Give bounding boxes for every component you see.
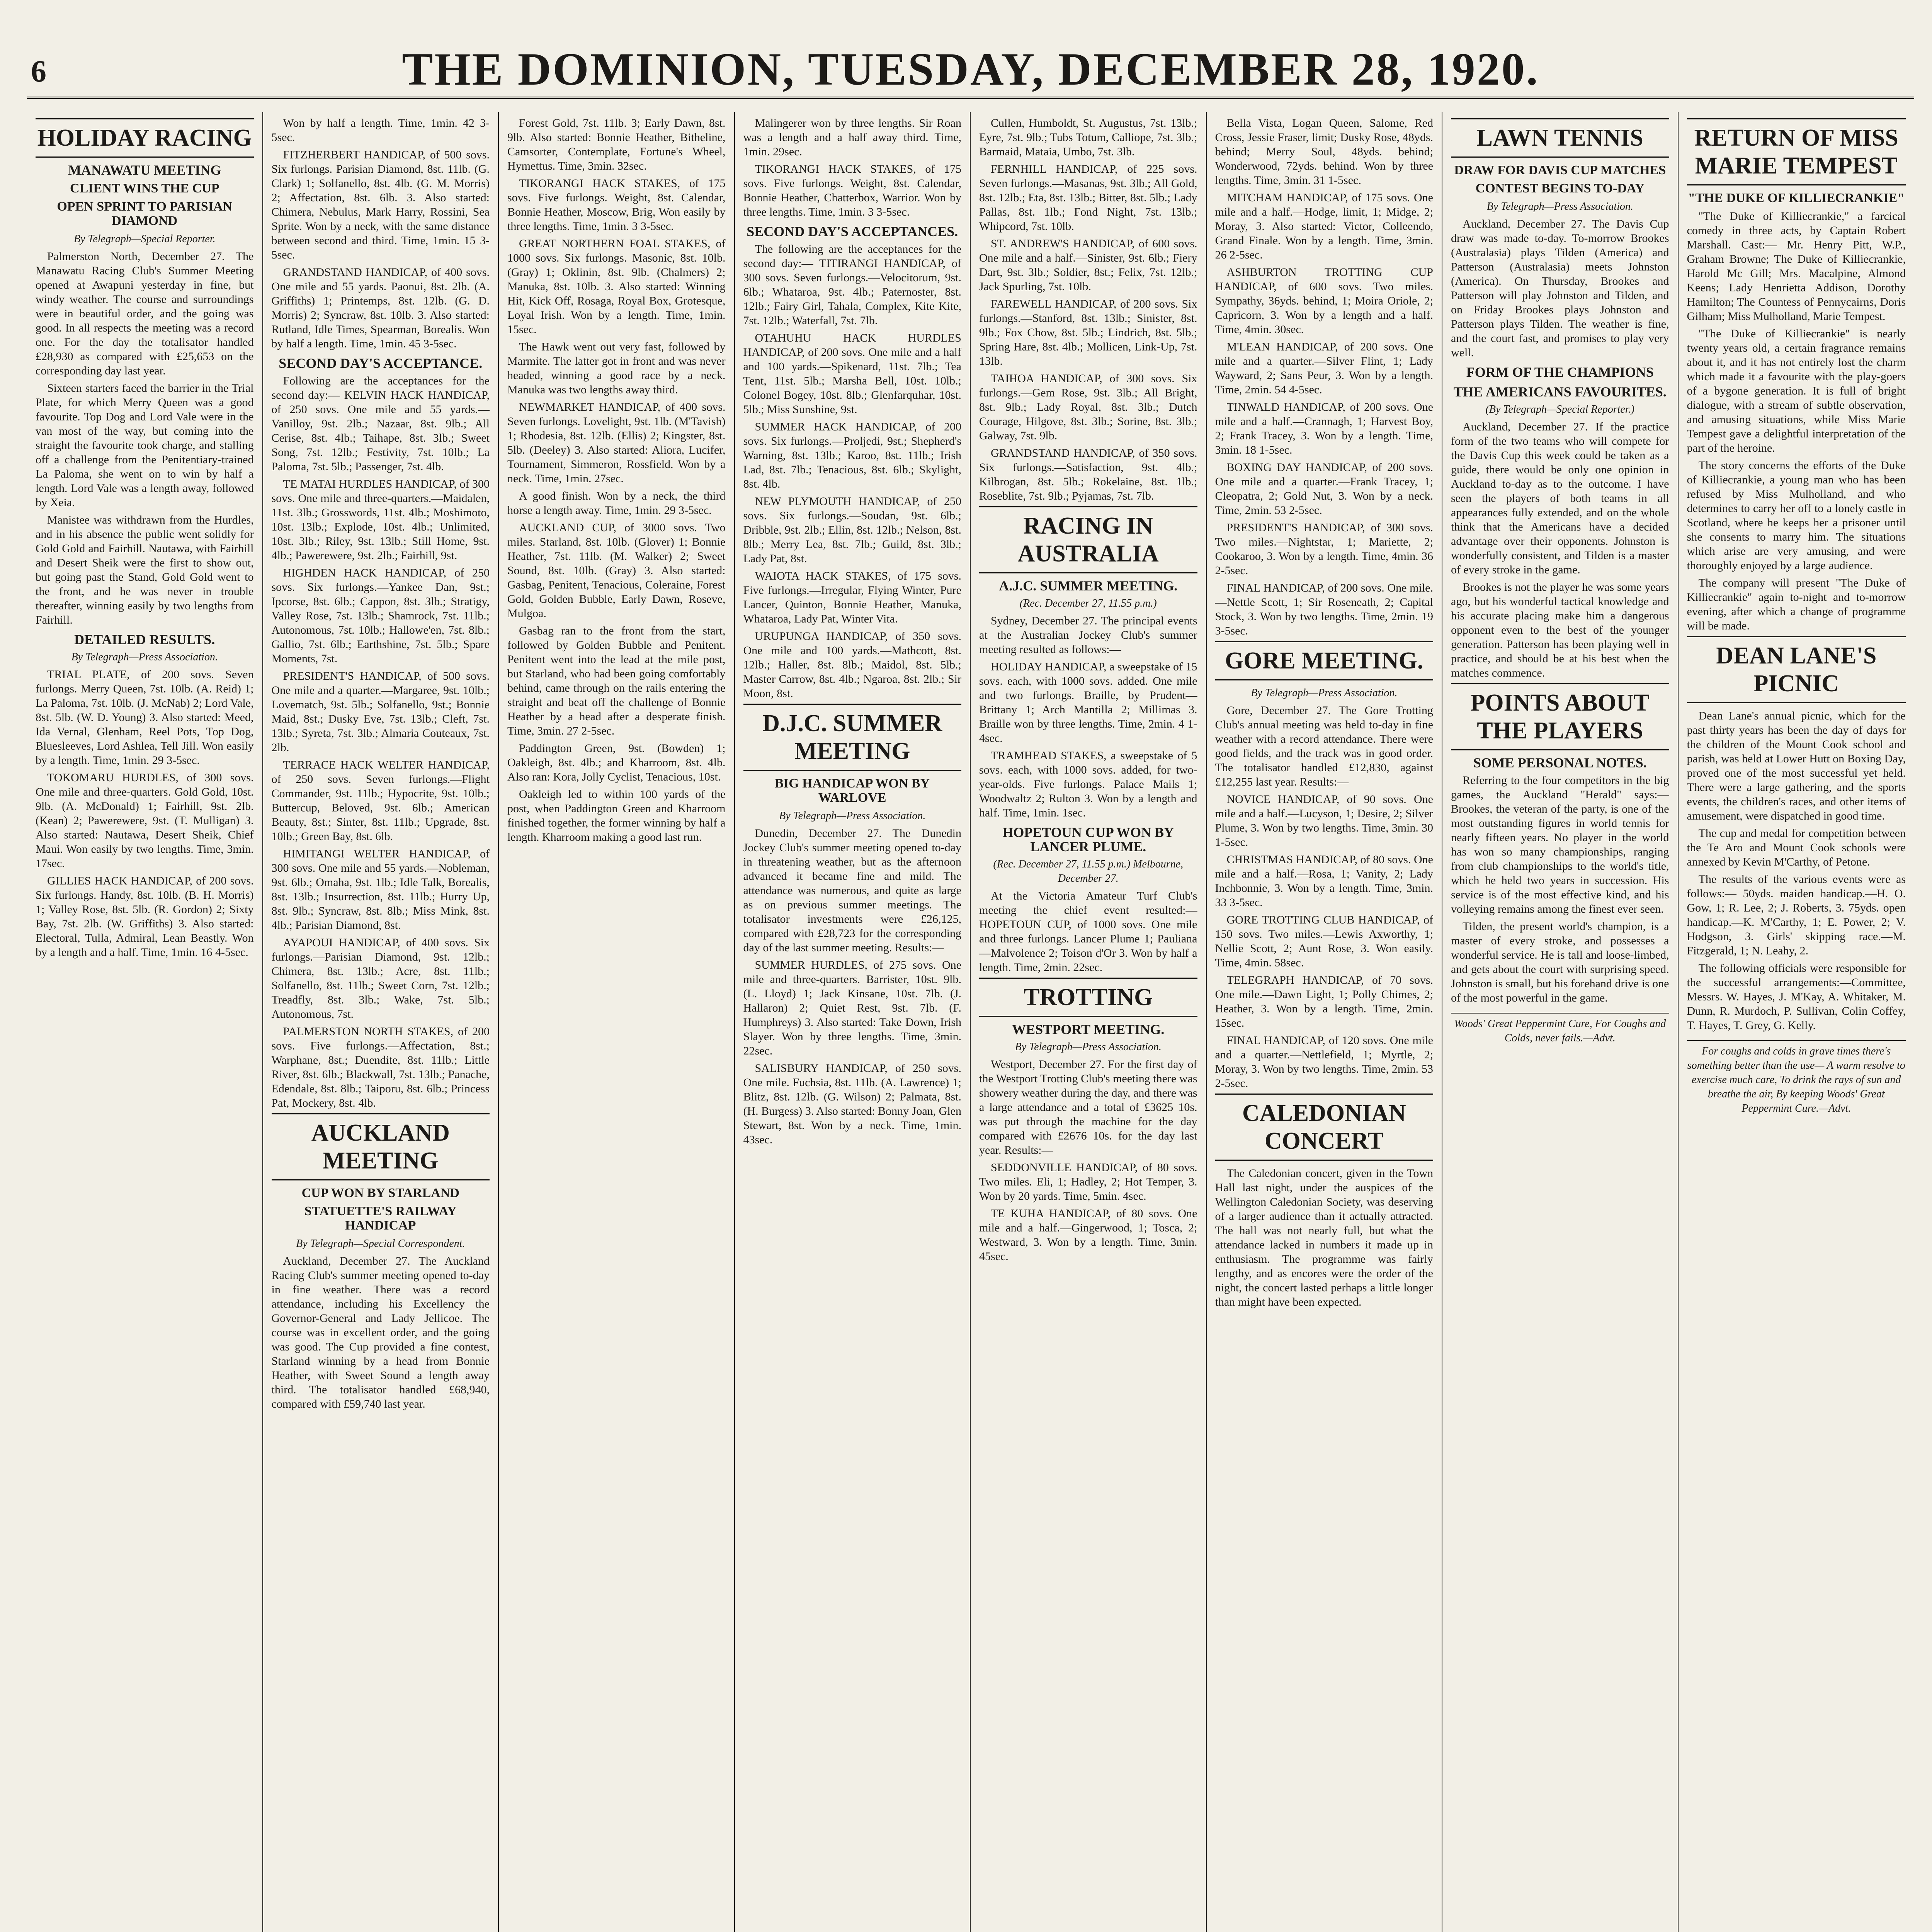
- headline: RETURN OF MISS MARIE TEMPEST: [1687, 118, 1906, 185]
- article-paragraph: Forest Gold, 7st. 11lb. 3; Early Dawn, 8st. 9lb. Also started: Bonnie Heather, Bitheline, Camsorter, Contemplate, Fortune's Wheel, Hymettus. Time, 3min. 32sec.: [507, 117, 726, 172]
- deck: "THE DUKE OF KILLIECRANKIE": [1688, 191, 1905, 205]
- column-3: [499, 112, 735, 1932]
- headline: RACING IN AUSTRALIA: [979, 506, 1197, 573]
- subhead: MANAWATU MEETING: [68, 162, 221, 178]
- headline: POINTS ABOUT THE PLAYERS: [1451, 683, 1669, 750]
- article-paragraph: TRIAL PLATE, of 200 sovs. Seven furlongs. Merry Queen, 7st. 10lb. (A. Reid) 1; La Paloma, 7st. 10lb. (J. McNab) 2; Lord Vale, 8st. 5lb. (W. D. Young) 3. Also started: Meed, Ida Vernal, Glenham, Reel Pots, Top Dog, Bluesleeves, Lord Ashlea, Tell Jill. Won easily by a length. Time, 1min. 29 3-5sec.: [36, 668, 254, 767]
- article-paragraph: Referring to the four competitors in the big games, the Auckland "Herald" says:—Brookes, the veteran of the party, is one of the most outstanding figures in world tennis for nearly fifteen years. No player in the world has won so many championships, ranging from club championships to the world's title, which he held two years in succession. His service is of the most effective kind, and his volleying remains among the finest ever seen.: [1451, 774, 1669, 915]
- headline: CALEDONIAN CONCERT: [1215, 1094, 1434, 1161]
- article-paragraph: SEDDONVILLE HANDICAP, of 80 sovs. Two miles. Eli, 1; Hadley, 2; Hot Temper, 3. Won by 20 yards. Time, 5min. 4sec.: [979, 1161, 1197, 1202]
- article-paragraph: Oakleigh led to within 100 yards of the post, when Paddington Green and Kharroom finished together, the former winning by half a length. Kharroom making a good last run.: [507, 788, 726, 844]
- article-paragraph: TE KUHA HANDICAP, of 80 sovs. One mile and a half.—Gingerwood, 1; Tosca, 2; Westward, 3. Won by a length. Time, 3min. 45sec.: [979, 1207, 1197, 1263]
- article-paragraph: Bella Vista, Logan Queen, Salome, Red Cross, Jessie Fraser, limit; Dusky Rose, 48yds. behind; Merry Soul, 48yds. behind; Wonderwood, 72yds. behind. Won by three lengths. Time, 3min. 31 1-5sec.: [1215, 117, 1433, 187]
- article-paragraph: GILLIES HACK HANDICAP, of 200 sovs. Six furlongs. Handy, 8st. 10lb. (B. H. Morris) 1; Valley Rose, 8st. 5lb. (R. Gordon) 2; Sixty Bay, 7st. 2lb. (W. Griffiths) 3. Also started: Electoral, Tulla, Admiral, Lean Beastly. Won by a length and a half. Time, 1min. 16 4-5sec.: [36, 874, 254, 959]
- article-paragraph: At the Victoria Amateur Turf Club's meeting the chief event resulted:— HOPETOUN CUP, of 1000 sovs. One mile and three furlongs. Lancer Plume 1; Pauliana—Malvolence 2; Toison d'Or 3. Won by half a length. Time, 2min. 22sec.: [979, 889, 1197, 974]
- byline: (Rec. December 27, 11.55 p.m.): [1019, 597, 1157, 609]
- article-paragraph: GREAT NORTHERN FOAL STAKES, of 1000 sovs. Six furlongs. Masonic, 8st. 10lb. (Gray) 1; Oklinin, 8st. 9lb. (Chalmers) 2; Manuka, 8st. 10lb. 3. Also started: Winning Hit, Kick Off, Rosaga, Royal Box, Grotesque, Loyal Irish. Won by a length. Time, 1min. 15sec.: [507, 237, 726, 336]
- deck: CONTEST BEGINS TO-DAY: [1475, 181, 1645, 196]
- article-paragraph: Auckland, December 27. If the practice form of the two teams who will compete for the Davis Cup this week could be taken as a guide, there would be only one opinion in Auckland to-day as to the outcome. I have seen the players of both teams in all appearances fully extended, and on the whole think that the Americans have a decided advantage over their opponents. Johnston is wonderfully consistent, and Tilden is a master of every stroke in the game.: [1451, 420, 1669, 576]
- article-paragraph: "The Duke of Killiecrankie" is nearly twenty years old, a certain fragrance remains about it, and it has not entirely lost the charm which made it a favourite with the play-goers of a bygone generation. It is full of bright dialogue, with a stream of subtle observation, and amusing situations, while Miss Marie Tempest gave a delightful interpretation of the part of the heroine.: [1687, 327, 1906, 454]
- deck: STATUETTE'S RAILWAY HANDICAP: [304, 1204, 457, 1233]
- deck: OPEN SPRINT TO PARISIAN DIAMOND: [57, 199, 233, 228]
- column-7: [1442, 112, 1679, 1932]
- article-paragraph: GRANDSTAND HANDICAP, of 400 sovs. One mile and 55 yards. Paonui, 8st. 2lb. (A. Griffiths) 1; Printemps, 8st. 12lb. (G. D. Morris) 2; Syncraw, 8st. 10lb. 3. Also started: Rutland, Idle Times, Spearman, Borealis. Won by half a length. Time, 1min. 45 3-5sec.: [271, 266, 490, 350]
- byline: (Rec. December 27, 11.55 p.m.) Melbourne, December 27.: [993, 858, 1184, 884]
- article-paragraph: FINAL HANDICAP, of 120 sovs. One mile and a quarter.—Nettlefield, 1; Myrtle, 2; Moray, 3. Won by two lengths. Time, 2min. 53 2-5sec.: [1215, 1034, 1433, 1090]
- article-paragraph: FERNHILL HANDICAP, of 225 sovs. Seven furlongs.—Masanas, 9st. 3lb.; All Gold, 8st. 12lb.; Eta, 8st. 13lb.; Bitter, 8st. 5lb.; Lady Pallas, 8st. 1lb.; Fond Night, 7st. 13lb.; Whipcord, 7st. 10lb.: [979, 163, 1197, 233]
- article-paragraph: The cup and medal for competition between the Te Aro and Mount Cook schools were annexed by Kevin M'Carthy, of Petone.: [1687, 827, 1906, 868]
- subhead: SECOND DAY'S ACCEPTANCE.: [279, 355, 483, 371]
- article-paragraph: TAIHOA HANDICAP, of 300 sovs. Six furlongs.—Gem Rose, 9st. 3lb.; All Bright, 8st. 9lb.; Lady Royal, 8st. 3lb.; Dutch Courage, Hilgove, 8st. 3lb.; Sorine, 8st. 3lb.; Galway, 7st. 9lb.: [979, 372, 1197, 442]
- article-paragraph: SUMMER HURDLES, of 275 sovs. One mile and three-quarters. Barrister, 10st. 9lb. (L. Lloyd) 1; Jack Kinsane, 10st. 7lb. (J. Hallaron) 2; Quiet Rest, 9st. 7lb. (F. Humphreys) 3. Also started: Take Down, Irish Slayer. Won by three lengths. Time, 3min. 22sec.: [743, 959, 961, 1057]
- article-paragraph: NOVICE HANDICAP, of 90 sovs. One mile and a half.—Lucyson, 1; Desire, 2; Silver Plume, 3. Won by two lengths. Time, 3min. 30 1-5sec.: [1215, 793, 1433, 849]
- headline: DEAN LANE'S PICNIC: [1687, 636, 1906, 703]
- column-4: [735, 112, 971, 1932]
- masthead: [27, 23, 1914, 99]
- article-paragraph: AYAPOUI HANDICAP, of 400 sovs. Six furlongs.—Parisian Diamond, 9st. 12lb.; Chimera, 8st. 13lb.; Acre, 8st. 11lb.; Solfanello, 8st. 11lb.; Sweet Corn, 7st. 12lb.; Treadfly, 8st. 3lb.; Wake, 7st. 5lb.; Autonomous, 7st.: [271, 936, 490, 1020]
- article-paragraph: FINAL HANDICAP, of 200 sovs. One mile.—Nettle Scott, 1; Sir Roseneath, 2; Capital Stock, 3. Won by two lengths. Time, 2min. 19 3-5sec.: [1215, 582, 1433, 637]
- column-2: [263, 112, 499, 1932]
- article-paragraph: ST. ANDREW'S HANDICAP, of 600 sovs. One mile and a half.—Sinister, 9st. 6lb.; Fiery Dart, 9st. 3lb.; Soldier, 8st.; Felix, 7st. 12lb.; Jack Spurling, 7st. 10lb.: [979, 237, 1197, 293]
- article-paragraph: Auckland, December 27. The Auckland Racing Club's summer meeting opened to-day in fine weather. There was a record attendance, including his Excellency the Governor-General and Lady Jellicoe. The course was in excellent order, and the going was good. The Cup provided a fine contest, Starland winning by a head from Bonnie Heather, with Sweet Sound a length away third. The totalisator handled £68,940, compared with £59,740 last year.: [271, 1255, 490, 1410]
- article-paragraph: TERRACE HACK WELTER HANDICAP, of 250 sovs. Seven furlongs.—Flight Commander, 9st. 11lb.; Hypocrite, 9st. 10lb.; Buttercup, Beloved, 9st. 6lb.; American Beauty, 8st.; Sinter, 8st. 11lb.; Upgrade, 8st. 10lb.; Green Bay, 8st. 6lb.: [271, 759, 490, 843]
- article-paragraph: FITZHERBERT HANDICAP, of 500 sovs. Six furlongs. Parisian Diamond, 8st. 11lb. (G. Clark) 1; Solfanello, 8st. 4lb. (G. M. Morris) 2; Affectation, 8st. 6lb. 3. Also started: Chimera, Nebulus, Mark Harry, Rossini, Sea Sprite. Won by a neck, with the same distance between second and third. Time, 1min. 15 3-5sec.: [271, 148, 490, 261]
- article-paragraph: "The Duke of Killiecrankie," a farcical comedy in three acts, by Captain Robert Marshall. Cast:— Mr. Henry Pitt, W.P., Graham Browne; The Duke of Killiecrankie, Harold Mc Gill; Mrs. Macalpine, Almond Keens; Lady Henrietta Addison, Dorothy Hamilton; The Countess of Pennycairns, Doris Gilham; Miss Mulholland, Marie Tempest.: [1687, 210, 1906, 323]
- paper-title: THE DOMINION, TUESDAY, DECEMBER 28, 1920.: [402, 43, 1539, 95]
- article-paragraph: The following officials were responsible for the successful arrangements:—Committee, Messrs. W. Hayes, J. M'Kay, A. Whitaker, M. Dunn, R. Murdoch, P. Sullivan, Colin Coffey, T. Hayes, T. Grey, G. Kelly.: [1687, 962, 1906, 1032]
- article-paragraph: NEWMARKET HANDICAP, of 400 sovs. Seven furlongs. Lovelight, 9st. 1lb. (M'Tavish) 1; Rhodesia, 8st. 12lb. (Ellis) 2; Kingster, 8st. 5lb. (Deeley) 3. Also started: Aliora, Lucifer, Tournament, Simmeron, Rossfield. Won by a neck. Time, 1min. 27sec.: [507, 401, 726, 485]
- byline: By Telegraph—Press Association.: [1251, 687, 1398, 699]
- subhead: HOPETOUN CUP WON BY LANCER PLUME.: [1002, 825, 1174, 854]
- article-paragraph: Tilden, the present world's champion, is a master of every stroke, and possesses a wonderful service. He is tall and loose-limbed, and gets about the court with surprising speed. Johnston is small, but his forehand drive is one of the most powerful in the game.: [1451, 920, 1669, 1004]
- headline: GORE MEETING.: [1215, 641, 1434, 680]
- article-paragraph: URUPUNGA HANDICAP, of 350 sovs. One mile and 100 yards.—Mathcott, 8st. 12lb.; Haller, 8st. 8lb.; Maidol, 8st. 5lb.; Master Carrow, 8st. 4lb.; Ngaroa, 8st. 2lb.; Sir Moon, 8st.: [743, 630, 961, 700]
- ad: Woods' Great Peppermint Cure, For Coughs and Colds, never fails.—Advt.: [1451, 1013, 1669, 1045]
- article-paragraph: TINWALD HANDICAP, of 200 sovs. One mile and a half.—Crannagh, 1; Harvest Boy, 2; Frank Tracey, 3. Won by a length. Time, 3min. 18 1-5sec.: [1215, 401, 1433, 456]
- article-paragraph: The Hawk went out very fast, followed by Marmite. The latter got in front and was never headed, winning a good race by a neck. Manuka was two lengths away third.: [507, 340, 726, 396]
- subhead: SOME PERSONAL NOTES.: [1473, 755, 1647, 770]
- article-paragraph: Brookes is not the player he was some years ago, but his wonderful tactical knowledge and his accurate placing make him a dangerous opponent even to the best of the younger generation. Patterson has been playing well in practice, and should be at his best when the matches commence.: [1451, 581, 1669, 679]
- article-paragraph: A good finish. Won by a neck, the third horse a length away. Time, 1min. 29 3-5sec.: [507, 490, 726, 517]
- article-paragraph: The company will present "The Duke of Killiecrankie" again to-night and to-morrow evening, after which a change of programme will be made.: [1687, 577, 1906, 632]
- article-paragraph: TIKORANGI HACK STAKES, of 175 sovs. Five furlongs. Weight, 8st. Calendar, Bonnie Heather, Moscow, Brig, Won easily by three lengths. Time, 1min. 3 3-5sec.: [507, 177, 726, 233]
- article-paragraph: HOLIDAY HANDICAP, a sweepstake of 15 sovs. each, with 1000 sovs. added. One mile and two furlongs. Braille, by Prudent—Brittany 1; Arch Mantilla 2; Millimas 3. Braille won by three lengths. Time, 2min. 4 1-4sec.: [979, 660, 1197, 745]
- article-paragraph: Westport, December 27. For the first day of the Westport Trotting Club's meeting there was showery weather during the day, and there was a large attendance and a total of £3625 10s. was put through the machine for the day compared with £2676 10s. for the day last year. Results:—: [979, 1058, 1197, 1156]
- article-paragraph: PRESIDENT'S HANDICAP, of 500 sovs. One mile and a quarter.—Margaree, 9st. 10lb.; Lovematch, 9st. 5lb.; Solfanello, 9st.; Bonnie Maid, 8st.; Dusky Eve, 7st. 13lb.; Cleft, 7st. 13lb.; Syreta, 7st. 3lb.; Almaria Couteaux, 7st. 2lb.: [271, 670, 490, 754]
- article-paragraph: Malingerer won by three lengths. Sir Roan was a length and a half away third. Time, 1min. 29sec.: [743, 117, 961, 158]
- article-paragraph: SUMMER HACK HANDICAP, of 200 sovs. Six furlongs.—Proljedi, 9st.; Shepherd's Warning, 8st. 13lb.; Karoo, 8st. 11lb.; Irish Lad, 8st. 7lb.; Tenacious, 8st. 6lb.; Skylight, 8st. 4lb.: [743, 420, 961, 490]
- article-paragraph: The story concerns the efforts of the Duke of Killiecrankie, a young man who has been refused by Miss Mulholland, and who determines to carry her off to a lonely castle in Scotland, where he keeps her a prisoner until she consents to marry him. The situations which arise are very amusing, and were thoroughly enjoyed by a large audience.: [1687, 459, 1906, 572]
- headline: HOLIDAY RACING: [36, 118, 254, 158]
- article-paragraph: PALMERSTON NORTH STAKES, of 200 sovs. Five furlongs.—Affectation, 8st.; Warphane, 8st.; Duendite, 8st. 11lb.; Little River, 8st. 6lb.; Blackwall, 7st. 13lb.; Panache, Edendale, 8st. 8lb.; Taiporu, 8st. 6lb.; Princess Pat, Mockery, 8st. 4lb.: [271, 1025, 490, 1109]
- article-paragraph: TIKORANGI HACK STAKES, of 175 sovs. Five furlongs. Weight, 8st. Calendar, Bonnie Heather, Chatterbox, Warrior. Won by three lengths. Time, 1min. 3 3-5sec.: [743, 163, 961, 218]
- article-paragraph: ASHBURTON TROTTING CUP HANDICAP, of 600 sovs. Two miles. Sympathy, 36yds. behind, 1; Moira Oriole, 2; Capricorn, 3. Won by a length and a half. Time, 4min. 30sec.: [1215, 266, 1433, 336]
- article-paragraph: The Caledonian concert, given in the Town Hall last night, under the auspices of the Wellington Caledonian Society, was deserving of a larger audience than it actually attracted. The hall was not nearly full, but what the attendance lacked in numbers it made up in enthusiasm. The programme was fairly lengthy, and as encores were the order of the night, the concert lasted perhaps a little longer than might have been expected.: [1215, 1167, 1433, 1308]
- ad: For coughs and colds in grave times there's something better than the use— A warm resolve to exercise much care, To drink the rays of sun and breathe the air, By keeping Woods' Great Peppermint Cure.—Advt.: [1687, 1040, 1906, 1116]
- column-5: [971, 112, 1207, 1932]
- byline: (By Telegraph—Special Reporter.): [1485, 403, 1634, 415]
- byline: By Telegraph—Press Association.: [779, 810, 926, 822]
- headline: TROTTING: [979, 978, 1197, 1017]
- byline: By Telegraph—Press Association.: [1015, 1041, 1162, 1053]
- article-paragraph: AUCKLAND CUP, of 3000 sovs. Two miles. Starland, 8st. 10lb. (Glover) 1; Bonnie Heather, 7st. 11lb. (M. Walker) 2; Sweet Sound, 8st. 10lb. (Gray) 3. Also started: Gasbag, Penitent, Tenacious, Coleraine, Forest Gold, Golden Bubble, Early Dawn, Roseve, Mulgoa.: [507, 521, 726, 620]
- subhead: WESTPORT MEETING.: [1012, 1022, 1165, 1037]
- article-paragraph: Palmerston North, December 27. The Manawatu Racing Club's Summer Meeting opened at Awapuni yesterday in fine, but windy weather. The course and surroundings were in beautiful order, and the going was good. In all respects the meeting was a record one. For the day the totalisator handled £28,930 as compared with £25,653 on the corresponding day last year.: [36, 250, 254, 377]
- deck: CLIENT WINS THE CUP: [70, 181, 219, 196]
- article-paragraph: The results of the various events were as follows:— 50yds. maiden handicap.—H. O. Gow, 1; R. Lee, 2; J. Roberts, 3. 75yds. open handicap.—K. M'Carthy, 1; E. Power, 2; V. Hodgson, 3. Girls' skipping race.—M. Fitzgerald, 1; N. Leahy, 2.: [1687, 873, 1906, 957]
- article-paragraph: M'LEAN HANDICAP, of 200 sovs. One mile and a quarter.—Silver Flint, 1; Lady Wayward, 2; Sans Peur, 3. Won by a length. Time, 2min. 54 4-5sec.: [1215, 340, 1433, 396]
- byline: By Telegraph—Press Association.: [71, 651, 218, 663]
- article-paragraph: OTAHUHU HACK HURDLES HANDICAP, of 200 sovs. One mile and a half and 100 yards.—Spikenard, 11st. 7lb.; Tea Tent, 11st. 5lb.; Marsha Bell, 10st. 10lb.; Colonel Bogey, 10st. 8lb.; Glenfarquhar, 10st. 5lb.; Miss Sunshine, 9st.: [743, 332, 961, 416]
- article-paragraph: TE MATAI HURDLES HANDICAP, of 300 sovs. One mile and three-quarters.—Maidalen, 11st. 3lb.; Grosswords, 11st. 4lb.; Moshimoto, 10st. 13lb.; Explode, 10st. 4lb.; Unlimited, 10st. 3lb.; Riley, 9st. 13lb.; Still Home, 9st. 4lb.; Pawerewere, 9st. 2lb.; Fairhill, 9st.: [271, 478, 490, 562]
- deck: CUP WON BY STARLAND: [301, 1186, 459, 1200]
- headline: LAWN TENNIS: [1451, 118, 1669, 158]
- article-paragraph: Manistee was withdrawn from the Hurdles, and in his absence the public went solidly for Gold Gold and Fairhill. Nautawa, with Fairhill and Desert Sheik were the first to show out, but going past the Stand, Gold Gold went to the front, and he was never in trouble thereafter, winning easily by two lengths from Fairhill.: [36, 514, 254, 626]
- byline: By Telegraph—Press Association.: [1486, 201, 1633, 213]
- column-8: [1679, 112, 1915, 1932]
- article-paragraph: BOXING DAY HANDICAP, of 200 sovs. One mile and a quarter.—Frank Tracey, 1; Cleopatra, 2; Gold Nut, 3. Won by a neck. Time, 2min. 53 2-5sec.: [1215, 461, 1433, 517]
- article-paragraph: Auckland, December 27. The Davis Cup draw was made to-day. To-morrow Brookes (Australasia) plays Tilden (America) and Patterson (Australasia) meets Johnston (America). On Thursday, Brookes and Patterson will play Johnston and Tilden, and on Friday Brookes plays Johnston and Patterson plays Tilden. The weather is fine, and the court fast, and promises to play very well.: [1451, 218, 1669, 359]
- article-paragraph: MITCHAM HANDICAP, of 175 sovs. One mile and a half.—Hodge, limit, 1; Midge, 2; Moray, 3. Also started: Victor, Colleendo, Grand Finale. Won by a length. Time, 3min. 26 2-5sec.: [1215, 191, 1433, 261]
- byline: By Telegraph—Special Correspondent.: [296, 1238, 465, 1250]
- subhead: FORM OF THE CHAMPIONS: [1466, 364, 1654, 380]
- subhead: SECOND DAY'S ACCEPTANCES.: [747, 224, 958, 239]
- article-paragraph: TRAMHEAD STAKES, a sweepstake of 5 sovs. each, with 1000 sovs. added, for two-year-olds. Five furlongs. Palace Mails 1; Woodwaltz 2; Rulton 3. Won by a length and half. Time, 1min. 1sec.: [979, 749, 1197, 819]
- article-paragraph: HIGHDEN HACK HANDICAP, of 250 sovs. Six furlongs.—Yankee Dan, 9st.; Ipcorse, 8st. 6lb.; Cappon, 8st. 3lb.; Stratigy, Valley Rose, 7st. 13lb.; Shamrock, 7st. 11lb.; Autonomous, 7st. 10lb.; Hallowe'en, 7st. 8lb.; Gallio, 7st. 6lb.; Earthshine, 7st. 5lb.; Spare Moments, 7st.: [271, 566, 490, 665]
- subhead: THE AMERICANS FAVOURITES.: [1453, 384, 1667, 400]
- article-paragraph: Dunedin, December 27. The Dunedin Jockey Club's summer meeting opened to-day in threatening weather, but as the afternoon advanced it became fine and mild. The attendance was numerous, and quite as large as on previous summer meetings. The totalisator investments were £26,125, compared with £28,723 for the corresponding day of the last summer meeting. Results:—: [743, 827, 961, 954]
- article-paragraph: Gasbag ran to the front from the start, followed by Golden Bubble and Penitent. Penitent went into the lead at the mile post, but Starland, who had been going comfortably behind, came through on the rails entering the straight and beat off the challenge of Bonnie Heather by a head after a desperate finish. Time, 3min. 27 2-5sec.: [507, 624, 726, 737]
- article-paragraph: GRANDSTAND HANDICAP, of 350 sovs. Six furlongs.—Satisfaction, 9st. 4lb.; Kilbrogan, 8st. 5lb.; Rokelaine, 8st. 1lb.; Roseblite, 7st. 9lb.; Pyjamas, 7st. 7lb.: [979, 447, 1197, 502]
- column-grid: [27, 112, 1914, 1932]
- article-paragraph: GORE TROTTING CLUB HANDICAP, of 150 sovs. Two miles.—Lewis Axworthy, 1; Nellie Scott, 2; Aunt Rose, 3. Won easily. Time, 4min. 58sec.: [1215, 913, 1433, 969]
- page-number: 6: [31, 54, 46, 88]
- deck: DRAW FOR DAVIS CUP MATCHES: [1454, 163, 1666, 177]
- article-paragraph: NEW PLYMOUTH HANDICAP, of 250 sovs. Six furlongs.—Soudan, 9st. 6lb.; Dribble, 9st. 2lb.; Ellin, 8st. 12lb.; Nelson, 8st. 8lb.; Merry Lea, 8st. 7lb.; Guild, 8st. 3lb.; Lady Pat, 8st.: [743, 495, 961, 565]
- article-paragraph: Paddington Green, 9st. (Bowden) 1; Oakleigh, 8st. 4lb.; and Kharroom, 8st. 4lb. Also ran: Kora, Jolly Cyclist, Tenacious, 10st.: [507, 742, 726, 783]
- article-paragraph: Sydney, December 27. The principal events at the Australian Jockey Club's summer meeting resulted as follows:—: [979, 614, 1197, 656]
- headline: D.J.C. SUMMER MEETING: [743, 704, 962, 771]
- article-paragraph: The following are the acceptances for the second day:— TITIRANGI HANDICAP, of 300 sovs. Seven furlongs.—Velocitorum, 9st. 6lb.; Whataroa, 9st. 4lb.; Paternoster, 8st. 12lb.; Fairy Girl, Tahala, Complex, Kite Kite, 7st. 12lb.; Waterfall, 7st. 7lb.: [743, 243, 961, 327]
- article-paragraph: FAREWELL HANDICAP, of 200 sovs. Six furlongs.—Stanford, 8st. 13lb.; Sinister, 8st. 9lb.; Fox Chow, 8st. 5lb.; Lindrich, 8st. 5lb.; Spring Hare, 8st. 4lb.; Mollicen, Link-Up, 7st. 13lb.: [979, 298, 1197, 367]
- deck: BIG HANDICAP WON BY WARLOVE: [775, 776, 930, 805]
- article-paragraph: Sixteen starters faced the barrier in the Trial Plate, for which Merry Queen was a good favourite. Top Dog and Lord Vale were in the van most of the way, but coming into the straight the favourite took charge, and stalling off a challenge from the Penitentiary-trained La Paloma, she went on to win by half a length. Lord Vale was a length away, followed by Xeia.: [36, 382, 254, 509]
- article-paragraph: HIMITANGI WELTER HANDICAP, of 300 sovs. One mile and 55 yards.—Nobleman, 9st. 6lb.; Omaha, 9st. 1lb.; Idle Talk, Borealis, 8st. 13lb.; Insurrection, 8st. 11lb.; Hurry Up, 8st. 9lb.; Syncraw, 8st. 8lb.; Miss Mink, 8st. 4lb.; Parisian Diamond, 8st.: [271, 847, 490, 932]
- subhead: A.J.C. SUMMER MEETING.: [999, 578, 1178, 594]
- article-paragraph: CHRISTMAS HANDICAP, of 80 sovs. One mile and a half.—Rosa, 1; Vanity, 2; Lady Inchbonnie, 3. Won by a length. Time, 3min. 33 3-5sec.: [1215, 853, 1433, 909]
- article-paragraph: TOKOMARU HURDLES, of 300 sovs. One mile and three-quarters. Gold Gold, 10st. 9lb. (A. McDonald) 1; Fairhill, 9st. 2lb. (Kean) 2; Pawerewere, 9st. (T. Mulligan) 3. Also started: Nautawa, Desert Sheik, Chief Maui. Won easily by two lengths. Time, 3min. 17sec.: [36, 771, 254, 870]
- article-paragraph: Won by half a length. Time, 1min. 42 3-5sec.: [271, 117, 490, 144]
- article-paragraph: Following are the acceptances for the second day:— KELVIN HACK HANDICAP, of 250 sovs. One mile and 55 yards.—Vanilloy, 9st. 2lb.; Nazaar, 8st. 9lb.; All Cerise, 8st. 4lb.; Taihape, 8st. 3lb.; Sweet Song, 7st. 12lb.; Festivity, 7st. 10lb.; La Paloma, 7st. 5lb.; Passenger, 7st. 4lb.: [271, 374, 490, 473]
- article-paragraph: SALISBURY HANDICAP, of 250 sovs. One mile. Fuchsia, 8st. 11lb. (A. Lawrence) 1; Blitz, 8st. 12lb. (G. Wilson) 2; Palmata, 8st. (H. Burgess) 3. Also started: Bonny Joan, Glen Stewart, 8st. Won by a neck. Time, 1min. 43sec.: [743, 1062, 961, 1146]
- article-paragraph: PRESIDENT'S HANDICAP, of 300 sovs. Two miles.—Nightstar, 1; Mariette, 2; Cookaroo, 3. Won by a length. Time, 4min. 36 2-5sec.: [1215, 521, 1433, 577]
- subhead: DETAILED RESULTS.: [74, 632, 215, 647]
- article-paragraph: Gore, December 27. The Gore Trotting Club's annual meeting was held to-day in fine weather with a record attendance. There were good fields, and the track was in good order. The totalisator handled £12,830, against £12,255 last year. Results:—: [1215, 704, 1433, 788]
- article-paragraph: TELEGRAPH HANDICAP, of 70 sovs. One mile.—Dawn Light, 1; Polly Chimes, 2; Heather, 3. Won by a length. Time, 2min. 15sec.: [1215, 974, 1433, 1029]
- column-1: [27, 112, 263, 1932]
- article-paragraph: Cullen, Humboldt, St. Augustus, 7st. 13lb.; Eyre, 7st. 9lb.; Tubs Totum, Calliope, 7st. 3lb.; Barmaid, Mataia, Umbo, 7st. 3lb.: [979, 117, 1197, 158]
- article-paragraph: WAIOTA HACK STAKES, of 175 sovs. Five furlongs.—Irregular, Flying Winter, Pure Lancer, Quinton, Bonnie Heather, Manuka, Whataroa, Lady Pat, Winter Vita.: [743, 570, 961, 625]
- article-paragraph: Dean Lane's annual picnic, which for the past thirty years has been the day of days for the children of the Mount Cook school and parish, was held at Lower Hutt on Boxing Day, proved one of the most successful yet held. There were a large gathering, and the sports events, the children's races, and other items of amusement, were dispatched in good time.: [1687, 709, 1906, 822]
- column-6: [1207, 112, 1443, 1932]
- headline: AUCKLAND MEETING: [272, 1113, 490, 1180]
- byline: By Telegraph—Special Reporter.: [73, 233, 216, 245]
